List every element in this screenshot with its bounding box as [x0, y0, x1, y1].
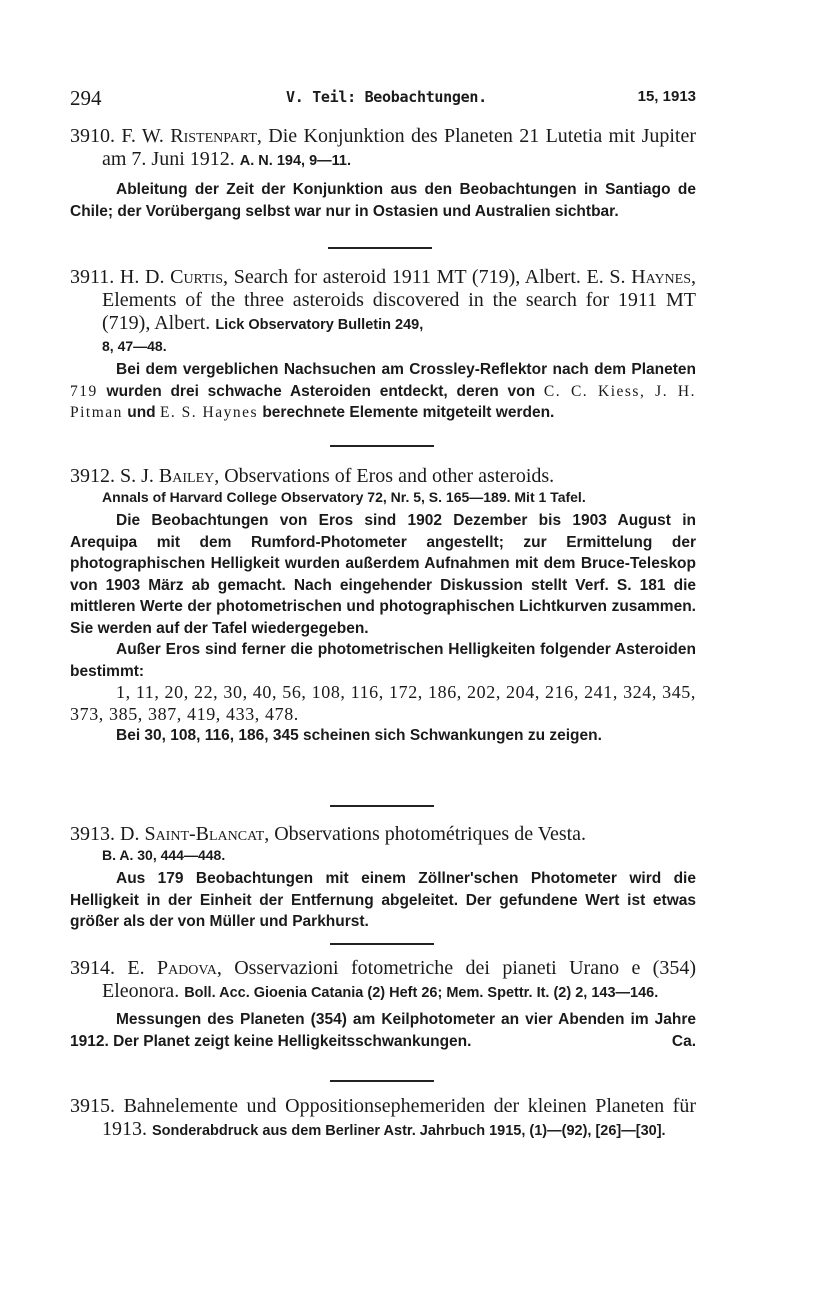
source: Annals of Harvard College Observatory 72, Nr. 5, S. 165—189. Mit 1 Tafel. — [102, 489, 586, 505]
entry-title: Osservazioni fotometriche dei pianeti Urano e (354) Eleonora. — [102, 957, 697, 1002]
author: E. Padova, — [127, 957, 222, 979]
source: Boll. Acc. Gioenia Catania (2) Heft 26; Mem. Spettr. It. (2) 2, 143—146. — [184, 985, 659, 1001]
source: A. N. 194, 9—11. — [239, 153, 352, 169]
separator-rule — [330, 943, 434, 945]
reviewer-initials: Ca. — [671, 1032, 696, 1050]
separator-rule — [330, 805, 434, 807]
entry-3912 — [70, 465, 696, 747]
author: S. J. Bailey, — [120, 465, 220, 487]
entry-title-2: Elements of the three asteroids discovered in the search for 1911 MT (719), Albert. — [102, 289, 696, 334]
source: Lick Observatory Bulletin 249, — [215, 317, 424, 333]
entry-3910 — [70, 125, 696, 222]
abstract: Die Beobachtungen von Eros sind 1902 Dezember bis 1903 August in Arequipa mit dem Rumford-Photometer angestellt; zur Ermittelung der photographischen Helligkeit wurden außerdem Aufnahmen mit dem Bruce-Teleskop von 1903 März ab gemacht. Nach eingehender Diskussion stellt Verf. S. 181 die mittleren Werte der photometrischen und photographischen Lichtkurven zusammen. Sie werden auf der Tafel wiedergegeben. Außer Eros sind ferner die photometrischen Helligkeiten folgender Asteroiden bestimmt: 1, 11, 20, 22, 30, 40, 56, 108, 116, 172, 186, 202, 204, 216, 241, 324, 345, 373, 385, 387, 419, 433, 478. Bei 30, 108, 116, 186, 345 scheinen sich Schwankungen zu zeigen. — [70, 512, 696, 744]
abstract: Ableitung der Zeit der Konjunktion aus den Beobachtungen in Santiago de Chile; der Vorübergang selbst war nur in Ostasien und Australien sichtbar. — [70, 181, 696, 220]
abstract: Aus 179 Beobachtungen mit einem Zöllner'schen Photometer wird die Helligkeit in der Einheit der Entfernung abgeleitet. Der gefundene Wert ist etwas größer als der von Müller und Parkhurst. — [70, 870, 696, 930]
entry-heading: 3910. F. W. Ristenpart, Die Konjunktion des Planeten 21 Lutetia mit Jupiter am 7. Juni 1912. A. N. 194, 9—11. — [70, 125, 697, 170]
entry-title: Die Konjunktion des Planeten 21 Lutetia mit Jupiter am 7. Juni 1912. — [102, 125, 697, 170]
separator-rule — [330, 1080, 434, 1082]
author: D. Saint-Blancat, — [120, 823, 270, 845]
abstract: Bei dem vergeblichen Nachsuchen am Crossley-Reflektor nach dem Planeten 719 wurden drei schwache Asteroiden entdeckt, deren von C. C. Kiess, J. H. Pitman und E. S. Haynes berechnete Elemente mitgeteilt werden. — [70, 361, 697, 421]
entry-title: Bahnelemente und Oppositionsephemeriden der kleinen Planeten für 1913. — [102, 1095, 696, 1140]
entry-heading: 3911. H. D. Curtis, Search for asteroid 1911 MT (719), Albert. E. S. Haynes, Elements of the three asteroids discovered in the search for 1911 MT (719), Albert. Lick Observatory Bulletin 249, — [70, 266, 696, 334]
entry-heading: 3913. D. Saint-Blancat, Observations photométriques de Vesta. — [70, 823, 587, 845]
separator-rule — [330, 445, 434, 447]
author: F. W. Ristenpart, — [121, 125, 262, 147]
entry-3915 — [70, 1095, 696, 1143]
source: Sonderabdruck aus dem Berliner Astr. Jahrbuch 1915, (1)—(92), [26]—[30]. — [152, 1123, 666, 1139]
separator-rule — [328, 247, 432, 249]
entry-title: Observations photométriques de Vesta. — [274, 823, 587, 845]
page-number: 294 — [70, 86, 102, 110]
abstract: Messungen des Planeten (354) am Keilphotometer an vier Abenden im Jahre 1912. Der Planet zeigt keine Helligkeitsschwankungen. Ca. — [70, 1009, 696, 1052]
entry-3913 — [70, 823, 696, 933]
volume-year: 15, 1913 — [637, 88, 696, 105]
entry-3914 — [70, 957, 696, 1052]
source: B. A. 30, 444—448. — [102, 847, 226, 863]
entry-title: Search for asteroid 1911 MT (719), Albert. — [233, 266, 581, 288]
running-title: V. Teil: Beobachtungen. — [286, 88, 487, 106]
asteroid-list: 1, 11, 20, 22, 30, 40, 56, 108, 116, 172, 186, 202, 204, 216, 241, 324, 345, 373, 385, 387, 419, 433, 478. — [70, 682, 696, 724]
entry-heading: 3912. S. J. Bailey, Observations of Eros and other asteroids. — [70, 465, 555, 487]
author-2: E. S. Haynes, — [586, 266, 696, 288]
author: H. D. Curtis, — [119, 266, 229, 288]
entry-heading: 3915. Bahnelemente und Oppositionsephemeriden der kleinen Planeten für 1913. Sonderabdruck aus dem Berliner Astr. Jahrbuch 1915, (1)—(92), [26]—[30]. — [70, 1095, 696, 1140]
source-cont: 8, 47—48. — [102, 338, 167, 354]
running-header — [70, 86, 696, 112]
entry-heading: 3914. E. Padova, Osservazioni fotometriche dei pianeti Urano e (354) Eleonora. Boll. Acc. Gioenia Catania (2) Heft 26; Mem. Spettr. It. (2) 2, 143—146. — [70, 957, 697, 1002]
entry-3911 — [70, 266, 696, 424]
entry-title: Observations of Eros and other asteroids. — [224, 465, 555, 487]
